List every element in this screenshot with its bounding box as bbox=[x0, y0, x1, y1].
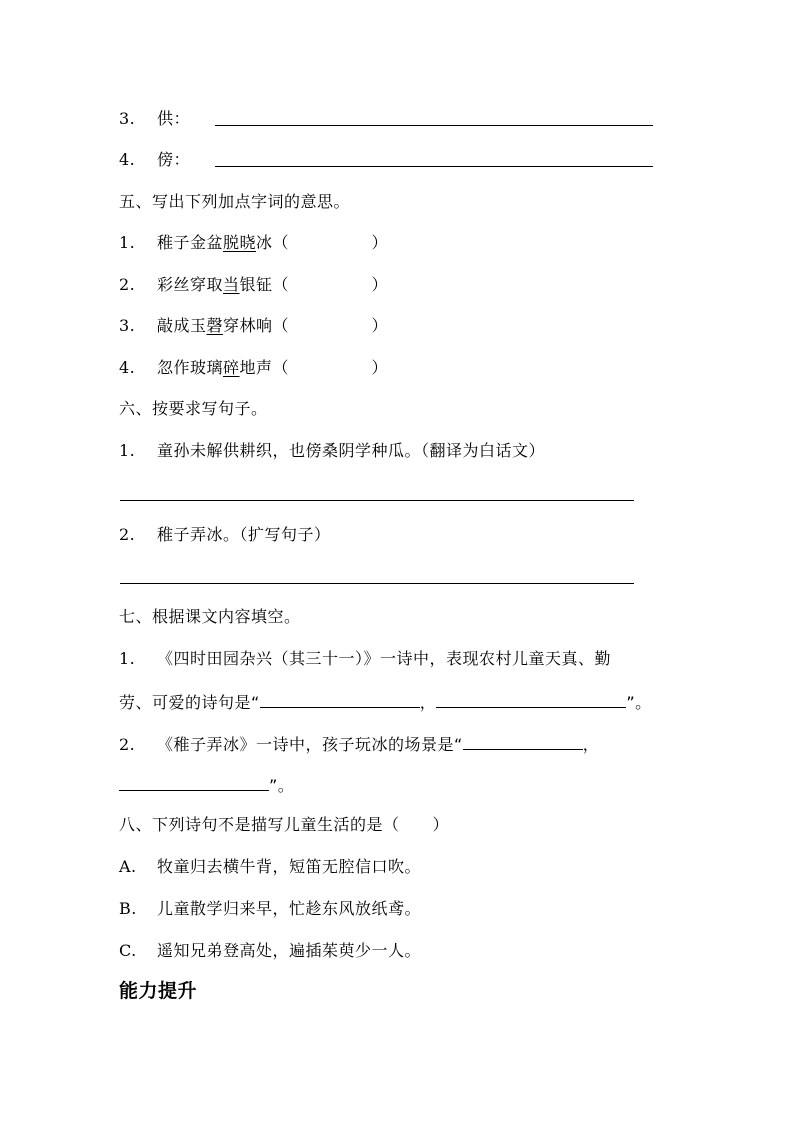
item-s5-1 bbox=[119, 232, 388, 254]
option-c[interactable] bbox=[119, 940, 421, 962]
item-number: 3. bbox=[119, 109, 136, 128]
item-s5-4 bbox=[119, 357, 388, 379]
item-text: ”。 bbox=[626, 693, 652, 712]
item-text: ”。 bbox=[269, 776, 295, 795]
answer-blank[interactable]: （ ） bbox=[272, 275, 389, 294]
item-s7-1 bbox=[119, 648, 611, 670]
fill-blank[interactable] bbox=[260, 689, 420, 708]
answer-line[interactable] bbox=[120, 583, 634, 584]
option-text: 遥知兄弟登高处，遍插茱萸少一人。 bbox=[157, 941, 422, 960]
item-text: 冰 bbox=[256, 233, 273, 252]
answer-line[interactable] bbox=[120, 500, 634, 501]
item-s7-2 bbox=[119, 731, 599, 756]
item-number: 4. bbox=[119, 358, 136, 377]
option-label: A. bbox=[119, 857, 137, 876]
option-text: 牧童归去横牛背，短笛无腔信口吹。 bbox=[157, 857, 422, 876]
item-text: ， bbox=[582, 735, 600, 754]
answer-blank[interactable]: （ ） bbox=[272, 358, 389, 377]
option-a[interactable] bbox=[119, 856, 421, 878]
ability-heading: 能力提升 bbox=[119, 980, 198, 1002]
item-text: ， bbox=[419, 693, 437, 712]
item-number: 2. bbox=[119, 735, 136, 754]
item-number: 1. bbox=[119, 649, 136, 668]
option-label: C. bbox=[119, 941, 137, 960]
option-text: 儿童散学归来早，忙趁东风放纸鸢。 bbox=[157, 899, 422, 918]
item-text: 地声 bbox=[239, 358, 273, 377]
item-text: 童孙未解供耕织，也傍桑阴学种瓜。（翻译为白话文） bbox=[157, 441, 546, 460]
fill-blank[interactable] bbox=[119, 772, 269, 791]
answer-line[interactable] bbox=[215, 166, 653, 167]
item-s6-1 bbox=[119, 440, 545, 462]
dotted-word: 磬 bbox=[206, 316, 224, 335]
item-number: 2. bbox=[119, 525, 136, 544]
section-heading-8: 八、下列诗句不是描写儿童生活的是（ ） bbox=[119, 815, 450, 834]
answer-line[interactable] bbox=[215, 125, 653, 126]
item-s4-4 bbox=[119, 149, 190, 171]
dotted-word: 脱晓 bbox=[223, 233, 257, 252]
item-text: 穿林响 bbox=[223, 316, 273, 335]
section-heading-6: 六、按要求写句子。 bbox=[119, 399, 268, 418]
item-s5-3 bbox=[119, 315, 388, 337]
item-text: 彩丝穿取 bbox=[157, 275, 224, 294]
item-char: 供： bbox=[157, 109, 191, 128]
answer-blank[interactable]: （ ） bbox=[272, 316, 389, 335]
item-char: 傍： bbox=[157, 150, 191, 169]
section-heading-5: 五、写出下列加点字词的意思。 bbox=[119, 192, 351, 211]
item-number: 4. bbox=[119, 150, 136, 169]
item-number: 1. bbox=[119, 441, 136, 460]
item-s7-1-cont bbox=[119, 689, 652, 714]
item-text: 劳、可爱的诗句是“ bbox=[119, 693, 260, 712]
option-label: B. bbox=[119, 899, 137, 918]
item-s7-2-cont bbox=[119, 772, 294, 797]
item-number: 1. bbox=[119, 233, 136, 252]
item-s5-2 bbox=[119, 274, 388, 296]
dotted-word: 当 bbox=[223, 275, 240, 294]
section-heading-7: 七、根据课文内容填空。 bbox=[119, 607, 301, 626]
item-text: 银钲 bbox=[239, 275, 273, 294]
item-number: 3. bbox=[119, 316, 136, 335]
item-s4-3 bbox=[119, 108, 190, 130]
option-b[interactable] bbox=[119, 898, 421, 920]
item-text: 忽作玻璃 bbox=[157, 358, 224, 377]
dotted-word: 碎 bbox=[223, 358, 240, 377]
item-text: 敲成玉 bbox=[157, 316, 207, 335]
item-text: 《稚子弄冰》一诗中，孩子玩冰的场景是“ bbox=[157, 735, 463, 754]
item-text: 稚子弄冰。（扩写句子） bbox=[157, 525, 331, 544]
item-number: 2. bbox=[119, 275, 136, 294]
item-text: 《四时田园杂兴（其三十一）》一诗中，表现农村儿童天真、勤 bbox=[157, 649, 612, 668]
fill-blank[interactable] bbox=[463, 731, 583, 750]
item-s6-2 bbox=[119, 524, 331, 546]
answer-blank[interactable]: （ ） bbox=[272, 233, 389, 252]
fill-blank[interactable] bbox=[436, 689, 626, 708]
item-text: 稚子金盆 bbox=[157, 233, 224, 252]
